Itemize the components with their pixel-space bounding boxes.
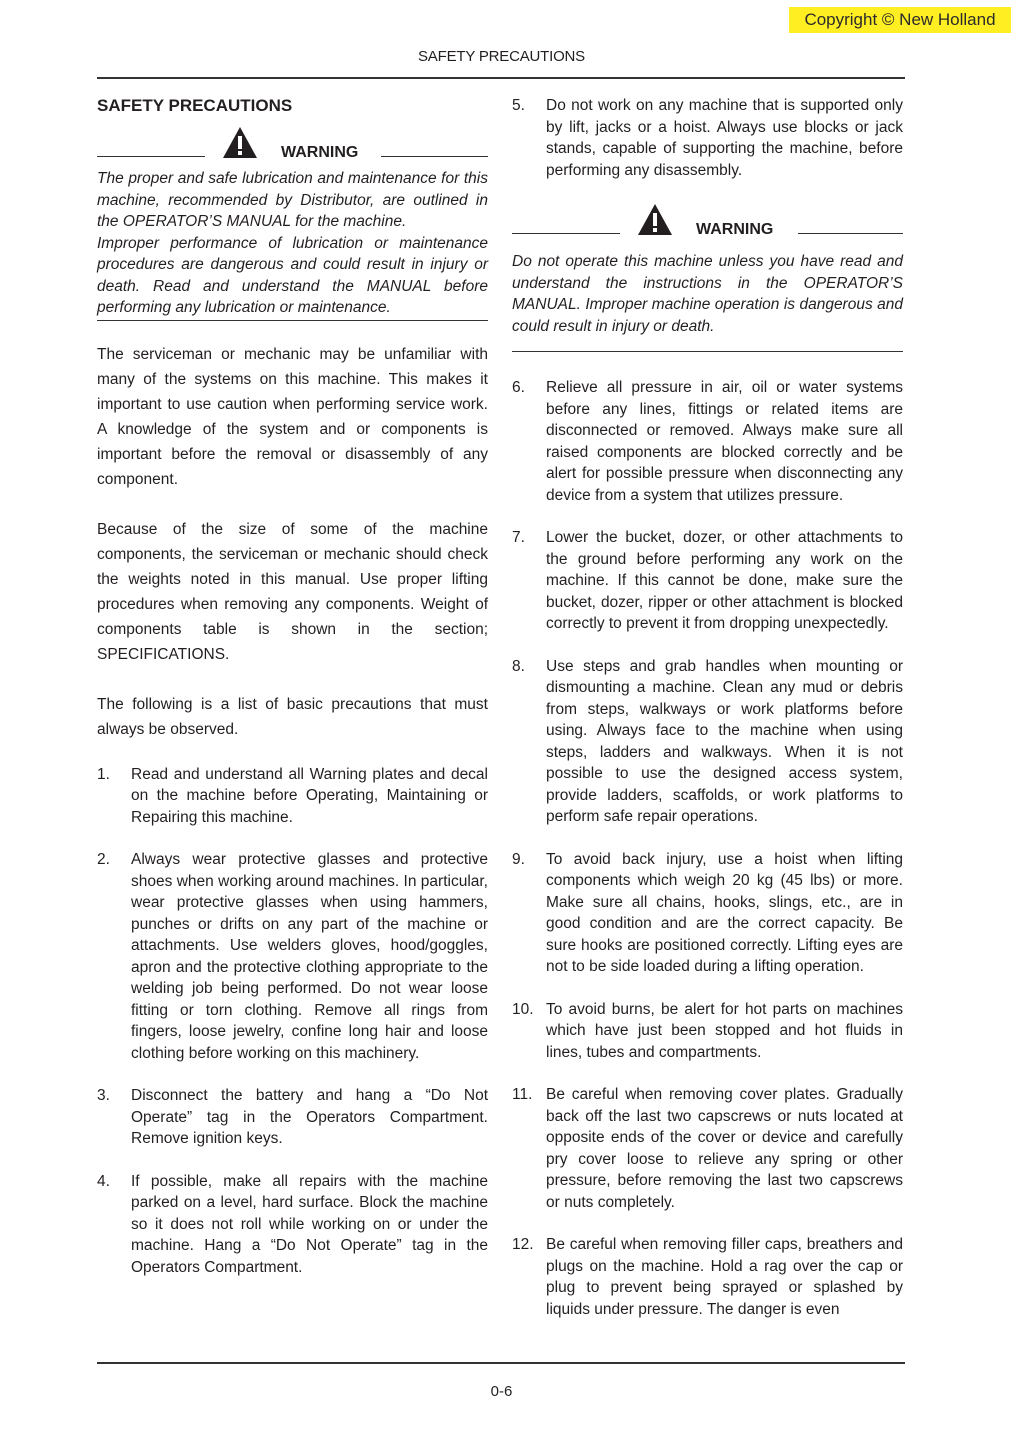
left-column xyxy=(97,95,488,1278)
item-text: Disconnect the battery and hang a “Do Not Operate” tag in the Operators Compartment. Remove ignition keys. xyxy=(131,1087,488,1147)
warning-triangle-icon xyxy=(637,203,673,236)
list-item xyxy=(97,1085,488,1150)
list-item xyxy=(97,1171,488,1279)
item-number: 7. xyxy=(512,529,525,546)
copyright-banner: Copyright © New Holland xyxy=(789,7,1011,33)
item-text: Lower the bucket, dozer, or other attachments to the ground before performing any work on the machine. If this cannot be done, make sure the bucket, dozer, ripper or other attachment is blocked correctly to prevent it from dropping unexpectedly. xyxy=(546,529,903,632)
item-text: Relieve all pressure in air, oil or water systems before any lines, fittings or related items are disconnected or removed. Always make sure all raised components are blocked correctly and be alert for possible pressure when disconnecting any device from a system that utilizes pressure. xyxy=(546,379,903,504)
header-rule xyxy=(97,77,905,79)
item-text: Read and understand all Warning plates and decal on the machine before Operating, Maintaining or Repairing this machine. xyxy=(131,765,488,826)
list-item xyxy=(512,1234,903,1320)
warning-rule-left xyxy=(97,156,205,157)
warning-heading xyxy=(97,126,488,164)
footer-rule xyxy=(97,1362,905,1364)
item-number: 4. xyxy=(97,1172,110,1190)
warning-text xyxy=(97,168,488,321)
section-title: SAFETY PRECAUTIONS xyxy=(97,96,293,115)
intro-paragraph: Because of the size of some of the machine components, the serviceman or mechanic should check the weights noted in this manual. Use proper lifting procedures when removing any components. Weight of components table is shown in the section; SPECIFICATIONS. xyxy=(97,520,488,663)
item-number: 3. xyxy=(97,1087,110,1104)
warning-paragraph: Do not operate this machine unless you have read and understand the instructions in the OPERATOR’S MANUAL. Improper machine operation is dangerous and could result in injury or death. xyxy=(512,253,903,335)
intro-paragraph: The following is a list of basic precautions that must always be observed. xyxy=(97,695,488,738)
warning-heading xyxy=(512,203,903,241)
item-number: 2. xyxy=(97,851,110,868)
warning-label: WARNING xyxy=(696,221,774,238)
warning-triangle-icon xyxy=(222,126,258,159)
item-text: To avoid burns, be alert for hot parts on machines which have just been stopped and hot fluids in lines, tubes and compartments. xyxy=(546,1000,903,1061)
right-column xyxy=(512,95,903,1320)
list-item xyxy=(97,764,488,829)
item-number: 5. xyxy=(512,97,525,114)
list-item xyxy=(512,377,903,506)
item-text: Do not work on any machine that is supported only by lift, jacks or a hoist. Always use blocks or jack stands, capable of supporting the machine, before performing any disassembly. xyxy=(546,97,903,179)
list-item xyxy=(512,95,903,181)
item-number: 6. xyxy=(512,379,525,396)
list-item xyxy=(512,999,903,1064)
list-item xyxy=(512,656,903,828)
list-item xyxy=(512,1084,903,1213)
item-number: 8. xyxy=(512,657,525,675)
list-item xyxy=(97,849,488,1064)
warning-rule-right xyxy=(798,233,903,234)
warning-paragraph: The proper and safe lubrication and maintenance for this machine, recommended by Distributor, are outlined in the OPERATOR’S MANUAL for the machine. xyxy=(97,170,488,230)
warning-rule-left xyxy=(512,233,620,234)
item-number: 12. xyxy=(512,1236,534,1253)
intro-paragraph: The serviceman or mechanic may be unfamiliar with many of the systems on this machine. This makes it important to use caution when performing service work. A knowledge of the system and or components is important before the removal or disassembly of any component. xyxy=(97,345,488,488)
page-number: 0-6 xyxy=(490,1383,513,1400)
item-text: Be careful when removing filler caps, breathers and plugs on the machine. Hold a rag over the cap or plug to prevent being sprayed or splashed by liquids under pressure. The danger is even xyxy=(546,1236,903,1318)
item-text: To avoid back injury, use a hoist when lifting components which weigh 20 kg (45 lbs) or more. Make sure all chains, hooks, slings, etc., are in good condition and are the correct capacity. Be sure hooks are positioned correctly. Lifting eyes are not to be side loaded during a lifting operation. xyxy=(546,850,903,975)
running-head: SAFETY PRECAUTIONS xyxy=(418,48,585,65)
item-text: Always wear protective glasses and protective shoes when working around machines. In particular, wear protective glasses when using hammers, punches or drifts on any part of the machine or attachments. Use welders gloves, hood/goggles, apron and the protective clothing appropriate to the welding job being performed. Do not wear loose fitting or torn clothing. Remove all rings from fingers, loose jewelry, confine long hair and loose clothing before working on this machinery. xyxy=(131,851,488,1062)
item-text: Be careful when removing cover plates. Gradually back off the last two capscrews or nuts located at opposite ends of the cover or device and carefully pry cover loose to relieve any spring or other pressure, before removing the last two capscrews or nuts completely. xyxy=(546,1086,903,1211)
item-text: If possible, make all repairs with the machine parked on a level, hard surface. Block the machine so it does not roll while working on or under the machine. Hang a “Do Not Operate” tag in the Operators Compartment. xyxy=(131,1172,488,1276)
warning-label: WARNING xyxy=(281,144,359,161)
item-number: 9. xyxy=(512,850,525,868)
item-number: 1. xyxy=(97,765,110,783)
list-item xyxy=(512,527,903,635)
item-number: 10. xyxy=(512,1000,534,1018)
list-item xyxy=(512,849,903,978)
item-text: Use steps and grab handles when mounting or dismounting a machine. Clean any mud or debris from steps, walkways or work platforms before using. Always face to the machine when using steps, ladders and walkways. When it is not possible to use the designed access system, provide ladders, scaffolds, or work platforms to perform safe repair operations. xyxy=(546,657,903,825)
warning-paragraph: Improper performance of lubrication or maintenance procedures are dangerous and could result in injury or death. Read and understand the MANUAL before performing any lubrication or maintenance. xyxy=(97,234,488,316)
warning-rule-right xyxy=(381,156,488,157)
item-number: 11. xyxy=(512,1086,533,1103)
warning-text xyxy=(512,251,903,352)
